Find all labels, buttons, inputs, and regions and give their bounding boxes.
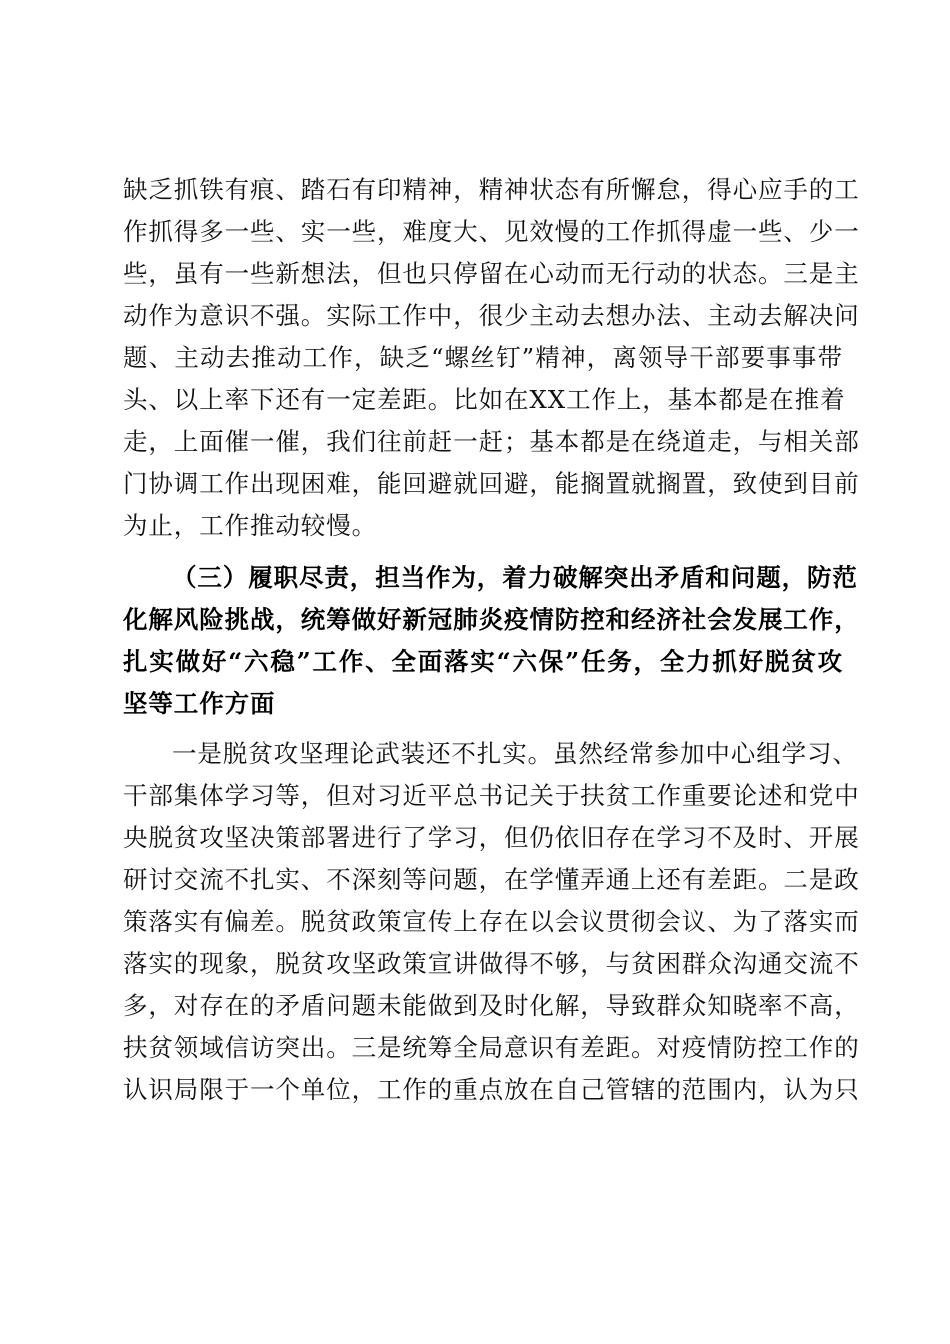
paragraph-1-line-4: 动作为意识不强。实际工作中，很少主动去想办法、主动去解决问: [123, 301, 860, 330]
paragraph-2-line-9: 认识局限于一个单位，工作的重点放在自己管辖的范围内，认为只: [123, 1075, 860, 1104]
paragraph-2-line-6: 落实的现象，脱贫攻坚政策宣讲做得不够，与贫困群众沟通交流不: [123, 949, 860, 978]
paragraph-2-line-2: 干部集体学习等，但对习近平总书记关于扶贫工作重要论述和党中: [123, 781, 860, 810]
paragraph-2-line-5: 策落实有偏差。脱贫政策宣传上存在以会议贯彻会议、为了落实而: [123, 907, 860, 936]
paragraph-1-line-5: 题、主动去推动工作，缺乏“螺丝钉”精神，离领导干部要事事带: [123, 343, 843, 372]
paragraph-1-line-9: 为止，工作推动较慢。: [123, 511, 377, 540]
paragraph-2-line-4: 研讨交流不扎实、不深刻等问题，在学懂弄通上还有差距。二是政: [123, 865, 860, 894]
paragraph-1-line-7: 走，上面催一催，我们往前赶一赶；基本都是在绕道走，与相关部: [123, 427, 860, 456]
paragraph-1-line-1: 缺乏抓铁有痕、踏石有印精神，精神状态有所懈怠，得心应手的工: [123, 175, 860, 204]
paragraph-2-line-1: 一是脱贫攻坚理论武装还不扎实。虽然经常参加中心组学习、: [172, 739, 858, 768]
paragraph-1-line-2: 作抓得多一些、实一些，难度大、见效慢的工作抓得虚一些、少一: [123, 217, 860, 246]
paragraph-2-line-7: 多，对存在的矛盾问题未能做到及时化解，导致群众知晓率不高，: [123, 991, 860, 1020]
paragraph-1-line-6: 头、以上率下还有一定差距。比如在XX工作上，基本都是在推着: [123, 385, 846, 414]
paragraph-2-line-8: 扶贫领域信访突出。三是统筹全局意识有差距。对疫情防控工作的: [123, 1033, 860, 1062]
paragraph-1-line-8: 门协调工作出现困难，能回避就回避，能搁置就搁置，致使到目前: [123, 469, 860, 498]
section-heading-line-2: 化解风险挑战，统筹做好新冠肺炎疫情防控和经济社会发展工作，: [123, 605, 860, 634]
paragraph-2-line-3: 央脱贫攻坚决策部署进行了学习，但仍依旧存在学习不及时、开展: [123, 823, 860, 852]
paragraph-1-line-3: 些，虽有一些新想法，但也只停留在心动而无行动的状态。三是主: [123, 259, 860, 288]
section-heading-line-4: 坚等工作方面: [123, 689, 276, 718]
section-heading-line-1: （三）履职尽责，担当作为，着力破解突出矛盾和问题，防范: [172, 563, 858, 592]
section-heading-line-3: 扎实做好“六稳”工作、全面落实“六保”任务，全力抓好脱贫攻: [123, 647, 843, 676]
